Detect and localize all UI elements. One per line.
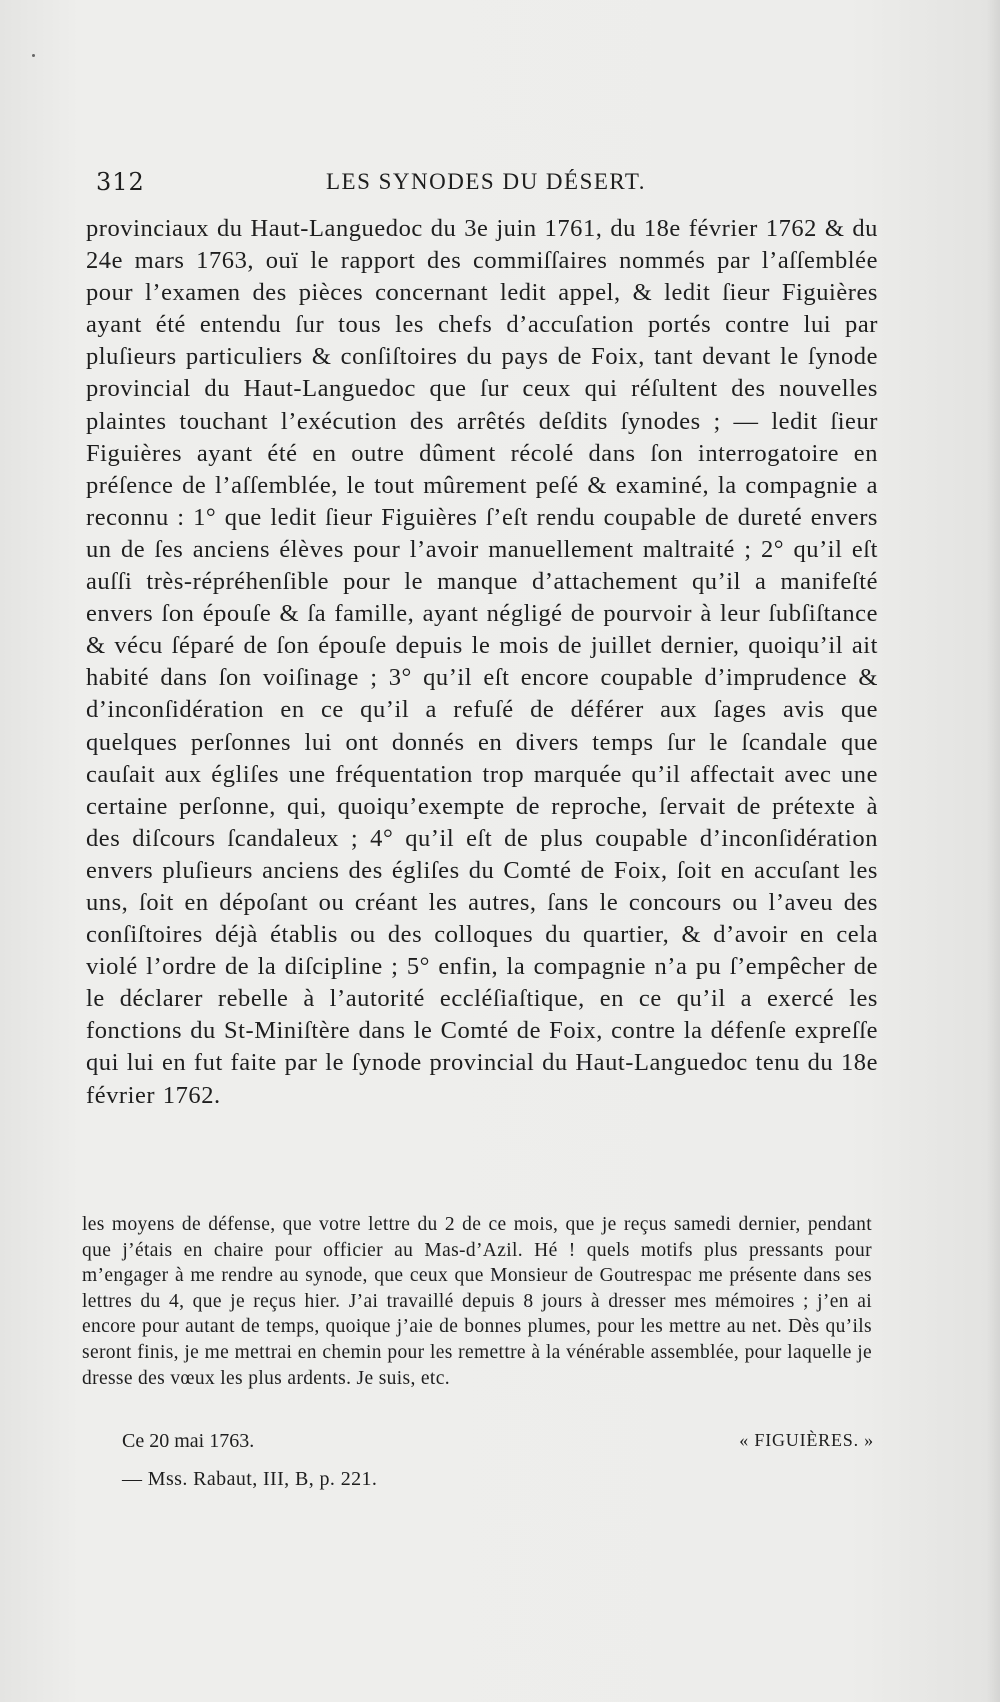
letter-date: Ce 20 mai 1763. <box>122 1430 255 1452</box>
running-title: LES SYNODES DU DÉSERT. <box>326 169 646 194</box>
main-paragraph: provinciaux du Haut-Languedoc du 3e juin 1761, du 18e février 1762 & du 24e mars 1763, ouï le rapport des commiſſaires nommés par l’aſſemblée pour l’examen des pièces concernant ledit appel, & ledit ſieur Figuières ayant été entendu ſur tous les chefs d’accuſation portés contre lui par pluſieurs particuliers & conſiſtoires du pays de Foix, tant devant le ſynode provincial du Haut-Languedoc que ſur ceux qui réſultent des nouvelles plaintes touchant l’exécution des arrêtés deſdits ſynodes ; — ledit ſieur Figuières ayant été en outre dûment récolé dans ſon interrogatoire en préſence de l’aſſemblée, le tout mûrement peſé & examiné, la compagnie a reconnu : 1° que ledit ſieur Figuières ſ’eſt rendu coupable de dureté envers un de ſes anciens élèves pour l’avoir manuellement maltraité ; 2° qu’il eſt auſſi très-répréhenſible pour le manque d’attachement qu’il a manifeſté envers ſon épouſe & ſa famille, ayant négligé de pourvoir à leur ſubſiſtance & vécu ſéparé de ſon épouſe depuis le mois de juillet dernier, quoiqu’il ait habité dans ſon voiſinage ; 3° qu’il eſt encore coupable d’imprudence & d’inconſidération en ce qu’il a refuſé de déférer aux ſages avis que quelques perſonnes lui ont donnés en divers temps ſur le ſcandale que cauſait aux égliſes une fréquentation trop marquée qu’il affectait avec une certaine perſonne, qui, quoiqu’exempte de reproche, ſervait de prétexte à des diſcours ſcandaleux ; 4° qu’il eſt de plus coupable d’inconſidération envers pluſieurs anciens des égliſes du Comté de Foix, ſoit en accuſant les uns, ſoit en dépoſant ou créant les autres, ſans le concours ou l’aveu des conſiſtoires déjà établis ou des colloques du quartier, & d’avoir en cela violé l’ordre de la diſcipline ; 5° enfin, la compagnie n’a pu ſ’empêcher de le déclarer rebelle à l’autorité eccléſiaſtique, en ce qu’il a exercé les fonctions du St-Miniſtère dans le Comté de Foix, contre la défenſe expreſſe qui lui en fut faite par le ſynode provincial du Haut-Languedoc tenu du 18e février 1762. <box>86 215 878 1109</box>
page-number: 312 <box>96 168 145 196</box>
page-header <box>96 168 876 202</box>
closing-line <box>122 1430 874 1460</box>
source-reference: — Mss. Rabaut, III, B, p. 221. <box>122 1468 378 1490</box>
letter-excerpt: les moyens de défense, que votre lettre du 2 de ce mois, que je reçus samedi dernier, pendant que j’étais en chaire pour officier au Mas-d’Azil. Hé ! quels motifs plus pressants pour m’engager à me rendre au synode, que ceux que Monsieur de Goutrespac me présente dans ses lettres du 4, que je reçus hier. J’ai travaillé depuis 8 jours à dresser mes mémoires ; j’en ai encore pour autant de temps, quoique j’aie de bonnes plumes, pour les mettre au net. Dès qu’ils seront finis, je me mettrai en chemin pour les remettre à la vénérable assemblée, pour laquelle je dresse des vœux les plus ardents. Je suis, etc. <box>82 1214 872 1389</box>
letter-signature: « FIGUIÈRES. » <box>739 1430 874 1450</box>
page-edge-shadow <box>986 0 1000 1702</box>
paper-speck <box>32 54 35 57</box>
